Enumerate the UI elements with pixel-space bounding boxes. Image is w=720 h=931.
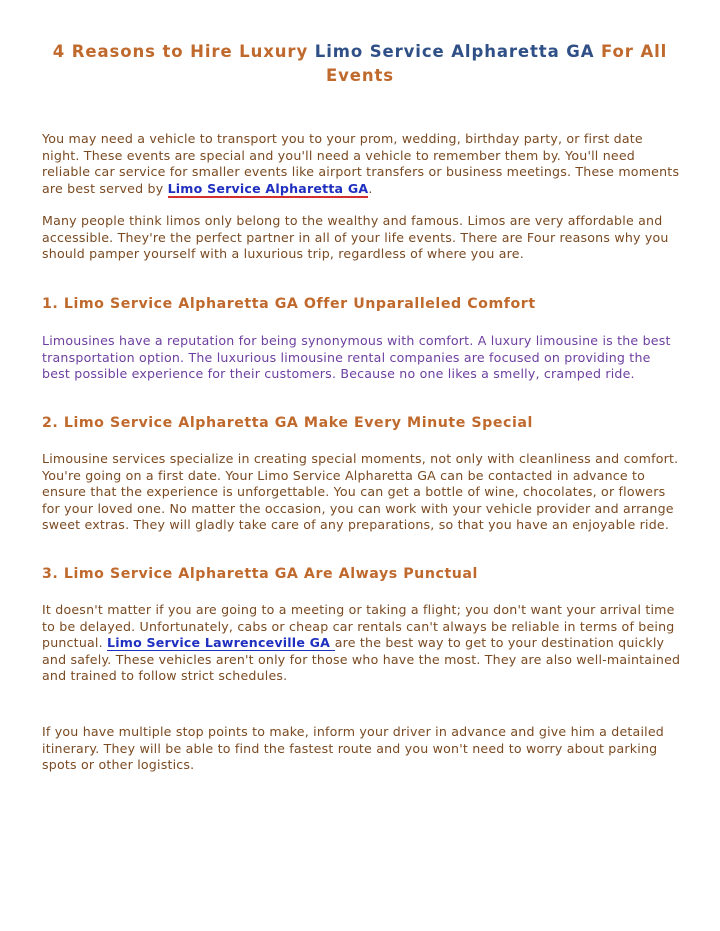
section-3-body [42, 602, 682, 685]
closing-paragraph: If you have multiple stop points to make, inform your driver in advance and give him a detailed itinerary. They will be able to find the fastest route and you won't need to worry about parking spots or other logistics. [42, 724, 664, 773]
title-part-2: Limo Service Alpharetta GA [314, 42, 595, 61]
intro-text: You may need a vehicle to transport you to your prom, wedding, birthday party, or first date night. These events are special and you'll need a vehicle to remember them by. You'll need reliable car service for smaller events like airport transfers or business meetings. These moments are best served by [42, 131, 680, 196]
title-part-3: For All Events [325, 42, 668, 85]
paragraph-2: Many people think limos only belong to the wealthy and famous. Limos are very affordable and accessible. They're the perfect partner in all of your life events. There are Four reasons why you should pamper yourself with a luxurious trip, regardless of where you are. [42, 213, 669, 262]
intro-paragraph [42, 131, 682, 197]
section-1-heading: 1. Limo Service Alpharetta GA Offer Unparalleled Comfort [42, 296, 536, 312]
section-3-text: It doesn't matter if you are going to a meeting or taking a flight; you don't want your arrival time to be delayed. Unfortunately, cabs or cheap car rentals can't always be reliable in terms of being punctual. [42, 602, 675, 651]
section-2-heading: 2. Limo Service Alpharetta GA Make Every Minute Special [42, 415, 533, 431]
section-3-text-end: are the best way to get to your destination quickly and safely. These vehicles aren't only for those who have the most. They are also well-maintained and trained to follow strict schedules. [42, 635, 681, 684]
limo-alpharetta-link[interactable]: Limo Service Alpharetta GA [167, 180, 369, 196]
limo-lawrenceville-link[interactable]: Limo Service Lawrenceville GA [107, 635, 335, 651]
page-title [40, 40, 680, 88]
section-3-heading: 3. Limo Service Alpharetta GA Are Always Punctual [42, 566, 478, 582]
section-1-body: Limousines have a reputation for being synonymous with comfort. A luxury limousine is the best transportation option. The luxurious limousine rental companies are focused on providing the best possible experience for their customers. Because no one likes a smelly, cramped ride. [42, 333, 671, 382]
intro-text-end: . [368, 180, 373, 196]
section-2-body: Limousine services specialize in creating special moments, not only with cleanliness and comfort. You're going on a first date. Your Limo Service Alpharetta GA can be contacted in advance to ensure that the experience is unforgettable. You can get a bottle of wine, chocolates, or flowers for your loved one. No matter the occasion, you can work with your vehicle provider and arrange sweet extras. They will gladly take care of any preparations, so that you have an enjoyable ride. [42, 451, 679, 533]
title-part-1: 4 Reasons to Hire Luxury [52, 42, 315, 61]
